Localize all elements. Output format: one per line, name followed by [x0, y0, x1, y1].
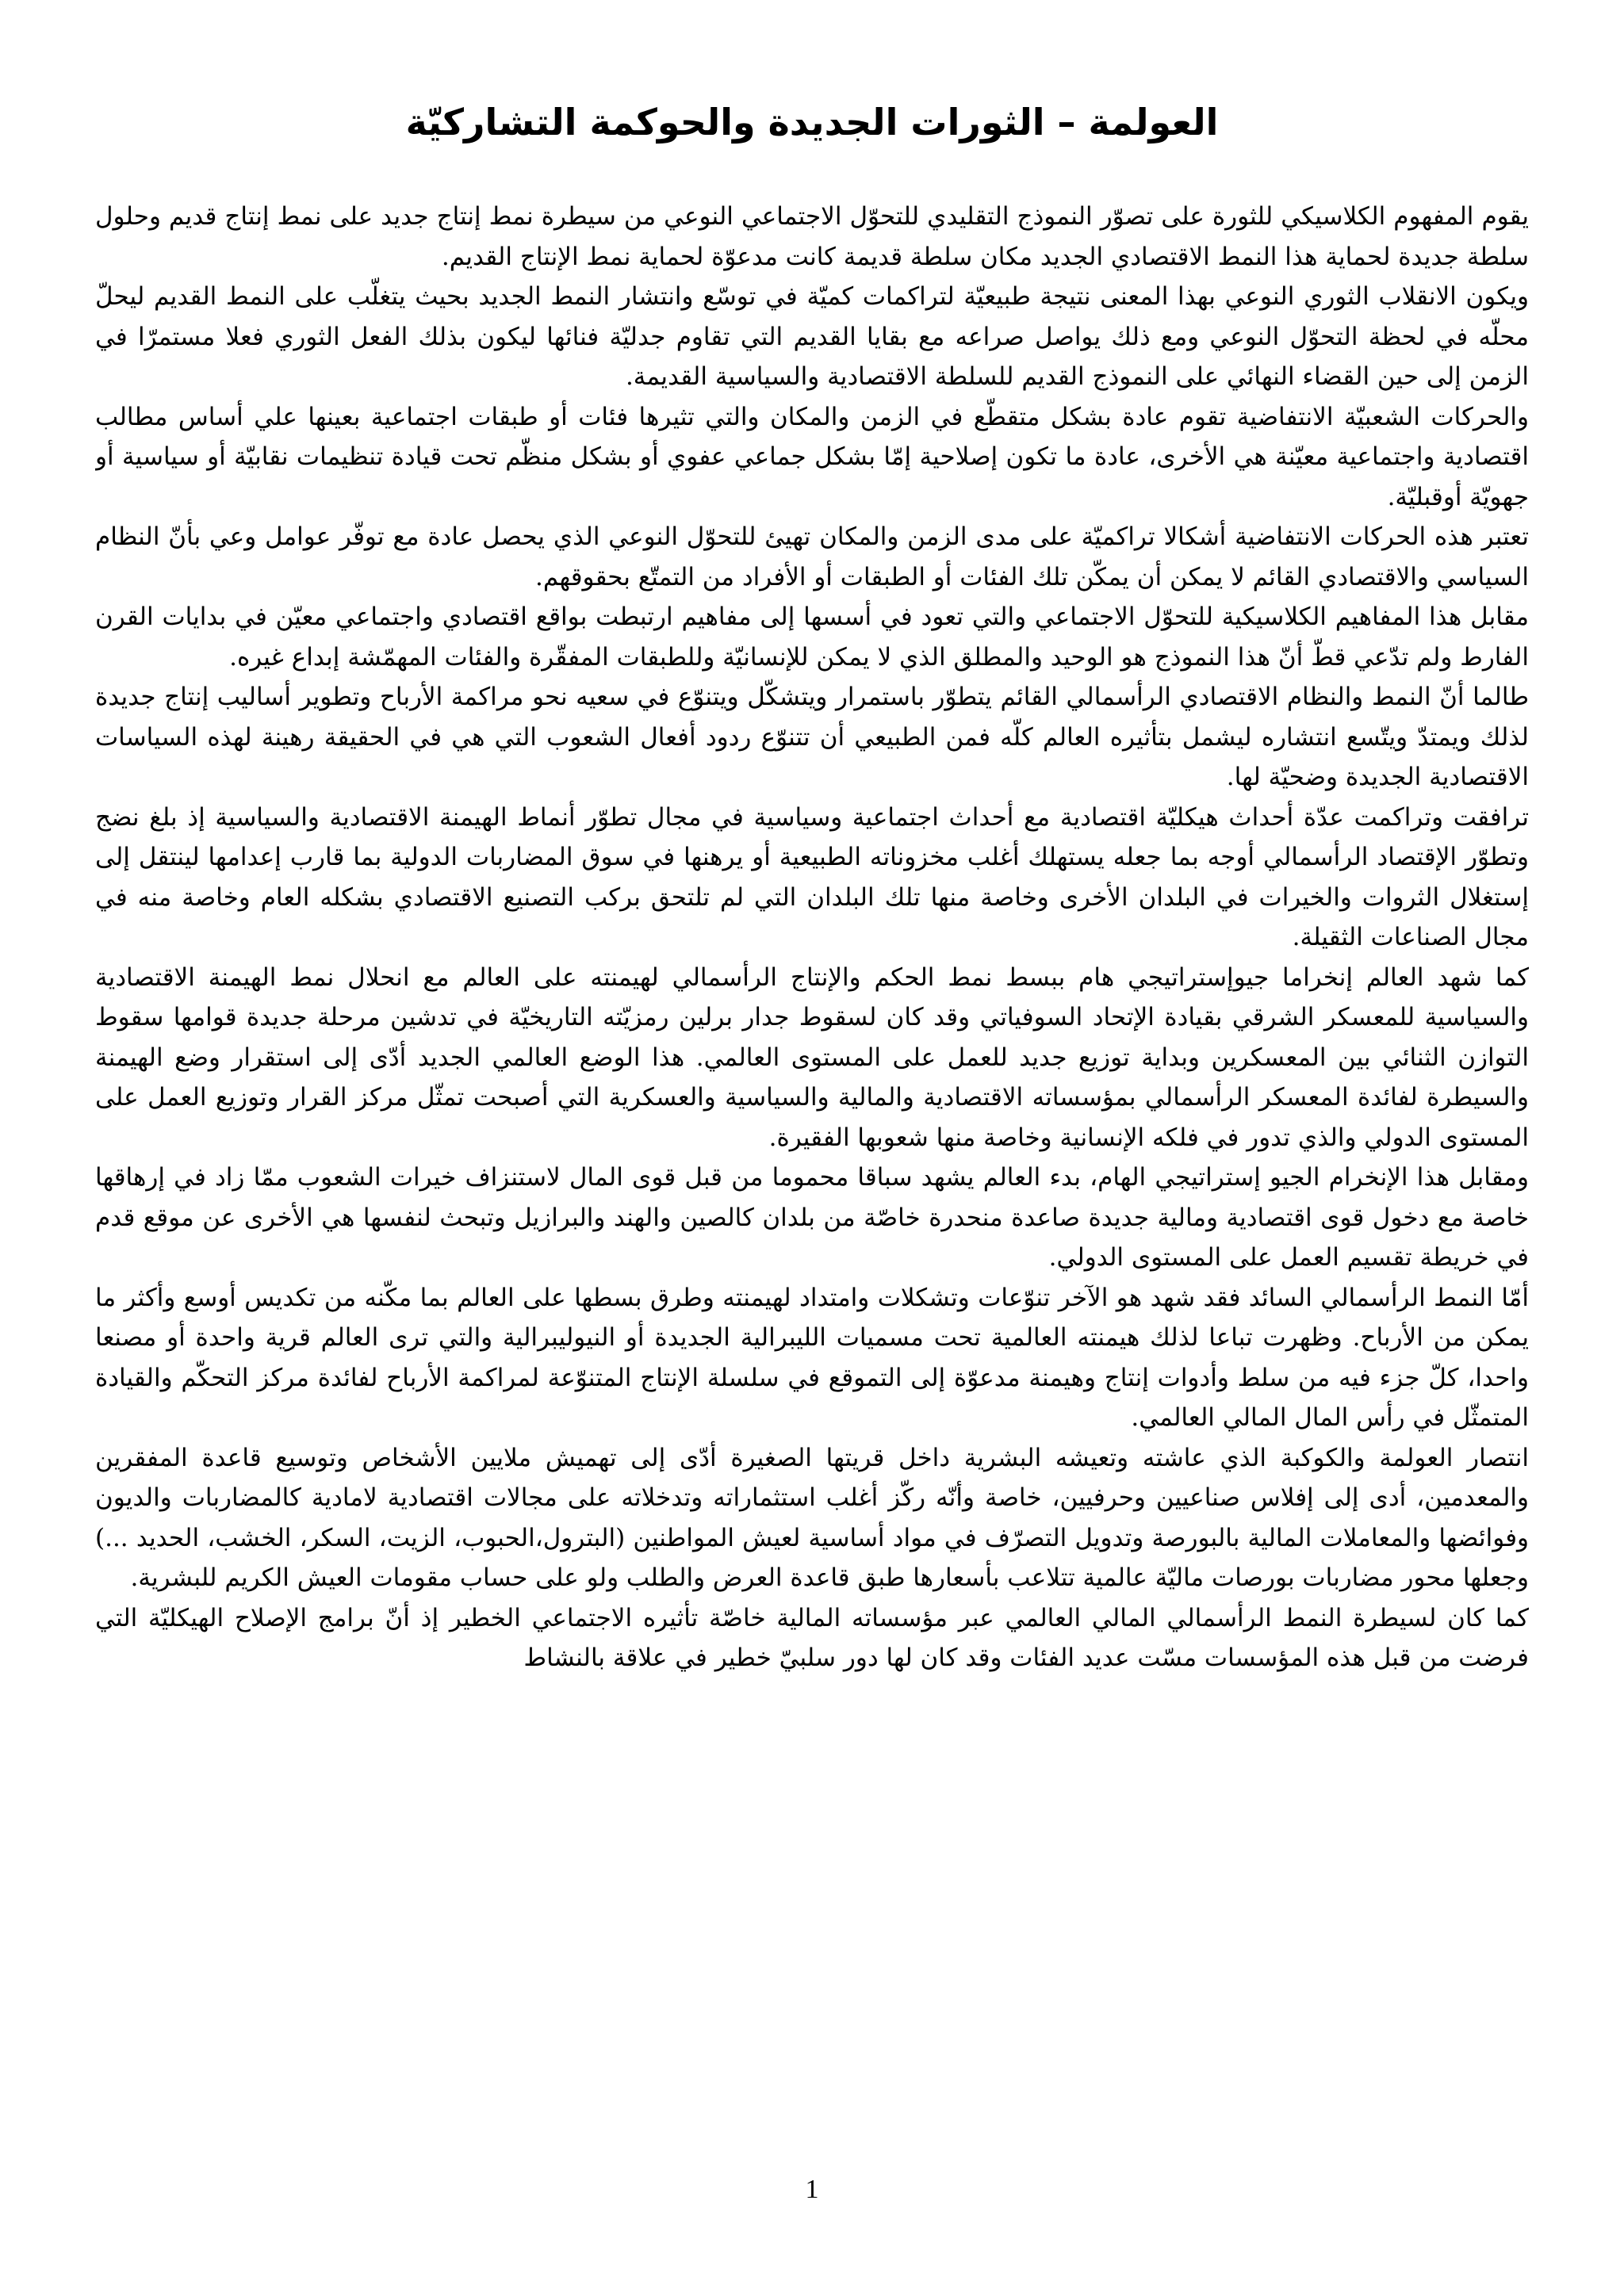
- paragraph: انتصار العولمة والكوكبة الذي عاشته وتعيشه البشرية داخل قريتها الصغيرة أدّى إلى تهميش ملايين الأشخاص وتوسيع قاعدة المفقرين والمعدمين، أدى إلى إفلاس صناعيين وحرفيين، خاصة وأنّه ركّز أغلب استثماراته وتدخلاته على مجالات اقتصادية لامادية كالمضاربات والديون وفوائضها والمعاملات المالية بالبورصة وتدويل التصرّف في مواد أساسية لعيش المواطنين (البترول،الحبوب، الزيت، السكر، الخشب، الحديد ...) وجعلها محور مضاربات بورصات ماليّة عالمية تتلاعب بأسعارها طبق قاعدة العرض والطلب ولو على حساب مقومات العيش الكريم للبشرية.: [95, 1443, 1529, 1592]
- paragraph: والحركات الشعبيّة الانتفاضية تقوم عادة بشكل متقطّع في الزمن والمكان والتي تثيرها فئات أو طبقات اجتماعية بعينها علي أساس مطالب اقتصادية واجتماعية معيّنة هي الأخرى، عادة ما تكون إصلاحية إمّا بشكل جماعي عفوي أو بشكل منظّم تحت قيادة تنظيمات نقابيّة أو سياسية أو جهويّة أوقبليّة.: [95, 402, 1529, 511]
- paragraph: يقوم المفهوم الكلاسيكي للثورة على تصوّر النموذج التقليدي للتحوّل الاجتماعي النوعي من سيطرة نمط إنتاج جديد على نمط إنتاج قديم وحلول سلطة جديدة لحماية هذا النمط الاقتصادي الجديد مكان سلطة قديمة كانت مدعوّة لحماية نمط الإنتاج القديم.: [95, 202, 1529, 271]
- paragraph: ويكون الانقلاب الثوري النوعي بهذا المعنى نتيجة طبيعيّة لتراكمات كميّة في توسّع وانتشار النمط الجديد بحيث يتغلّب على النمط القديم ليحلّ محلّه في لحظة التحوّل النوعي ومع ذلك يواصل صراعه مع بقايا القديم التي تقاوم جدليّة فنائها ليكون بذلك الفعل الثوري فعلا مستمرّا في الزمن إلى حين القضاء النهائي على النموذج القديم للسلطة الاقتصادية والسياسية القديمة.: [95, 282, 1529, 391]
- paragraph: ومقابل هذا الإنخرام الجيو إستراتيجي الهام، بدء العالم يشهد سباقا محموما من قبل قوى المال لاستنزاف خيرات الشعوب ممّا زاد في إرهاقها خاصة مع دخول قوى اقتصادية ومالية جديدة صاعدة منحدرة خاصّة من بلدان كالصين والهند والبرازيل وتبحث لنفسها هي الأخرى عن موقع قدم في خريطة تقسيم العمل على المستوى الدولي.: [95, 1163, 1529, 1272]
- page-number: 1: [805, 2175, 819, 2204]
- paragraph: مقابل هذا المفاهيم الكلاسيكية للتحوّل الاجتماعي والتي تعود في أسسها إلى مفاهيم ارتبطت بواقع اقتصادي واجتماعي معيّن في بدايات القرن الفارط ولم تدّعي قطّ أنّ هذا النموذج هو الوحيد والمطلق الذي لا يمكن للإنسانيّة وللطبقات المفقّرة والفئات المهمّشة إبداع غيره.: [95, 603, 1529, 672]
- paragraph: ترافقت وتراكمت عدّة أحداث هيكليّة اقتصادية مع أحداث اجتماعية وسياسية في مجال تطوّر أنماط الهيمنة الاقتصادية والسياسية إذ بلغ نضج وتطوّر الإقتصاد الرأسمالي أوجه بما جعله يستهلك أغلب مخزوناته الطبيعية أو يرهنها في سوق المضاربات الدولية بما قارب إعدامها لينتقل إلى إستغلال الثروات والخيرات في البلدان الأخرى وخاصة منها تلك البلدان التي لم تلتحق بركب التصنيع الاقتصادي بشكله العام وخاصة منه في مجال الصناعات الثقيلة.: [95, 802, 1529, 951]
- paragraph: كما كان لسيطرة النمط الرأسمالي المالي العالمي عبر مؤسساته المالية خاصّة تأثيره الاجتماعي الخطير إذ أنّ برامج الإصلاح الهيكليّة التي فرضت من قبل هذه المؤسسات مسّت عديد الفئات وقد كان لها دور سلبيّ خطير في علاقة بالنشاط: [95, 1603, 1529, 1672]
- paragraph: كما شهد العالم إنخراما جيوإستراتيجي هام ببسط نمط الحكم والإنتاج الرأسمالي لهيمنته على العالم مع انحلال نمط الهيمنة الاقتصادية والسياسية للمعسكر الشرقي بقيادة الإتحاد السوفياتي وقد كان لسقوط جدار برلين رمزيّته التاريخيّة في تدشين مرحلة جديدة قوامها سقوط التوازن الثنائي بين المعسكرين وبداية توزيع جديد للعمل على المستوى العالمي. هذا الوضع العالمي الجديد أدّى إلى استقرار وضع الهيمنة والسيطرة لفائدة المعسكر الرأسمالي بمؤسساته الاقتصادية والمالية والسياسية والعسكرية التي أصبحت تمثّل مركز القرار وتوزيع العمل على المستوى الدولي والذي تدور في فلكه الإنسانية وخاصة منها شعوبها الفقيرة.: [95, 962, 1529, 1152]
- paragraph: طالما أنّ النمط والنظام الاقتصادي الرأسمالي القائم يتطوّر باستمرار ويتشكّل ويتنوّع في سعيه نحو مراكمة الأرباح وتطوير أساليب إنتاج جديدة لذلك ويمتدّ ويتّسع انتشاره ليشمل بتأثيره العالم كلّه فمن الطبيعي أن تتنوّع ردود أفعال الشعوب التي هي في الحقيقة رهينة لهذه السياسات الاقتصادية الجديدة وضحيّة لها.: [95, 683, 1529, 791]
- paragraph: أمّا النمط الرأسمالي السائد فقد شهد هو الآخر تنوّعات وتشكلات وامتداد لهيمنته وطرق بسطها على العالم بما مكّنه من تكديس أوسع وأكثر ما يمكن من الأرباح. وظهرت تباعا لذلك هيمنته العالمية تحت مسميات الليبرالية الجديدة أو النيوليبرالية والتي ترى العالم قرية واحدة أو مصنعا واحدا، كلّ جزء فيه من سلط وأدوات إنتاج وهيمنة مدعوّة إلى التموقع في سلسلة الإنتاج المتنوّعة لمراكمة الأرباح لفائدة مركز التحكّم والقيادة المتمثّل في رأس المال المالي العالمي.: [95, 1283, 1529, 1432]
- paragraph: تعتبر هذه الحركات الانتفاضية أشكالا تراكميّة على مدى الزمن والمكان تهيئ للتحوّل النوعي الذي يحصل عادة مع توفّر عوامل وعي بأنّ النظام السياسي والاقتصادي القائم لا يمكن أن يمكّن تلك الفئات أو الطبقات أو الأفراد من التمتّع بحقوقهم.: [95, 522, 1529, 591]
- document-body: [95, 197, 1529, 2131]
- page-title: العولمة – الثورات الجديدة والحوكمة التشاركيّة: [405, 101, 1219, 144]
